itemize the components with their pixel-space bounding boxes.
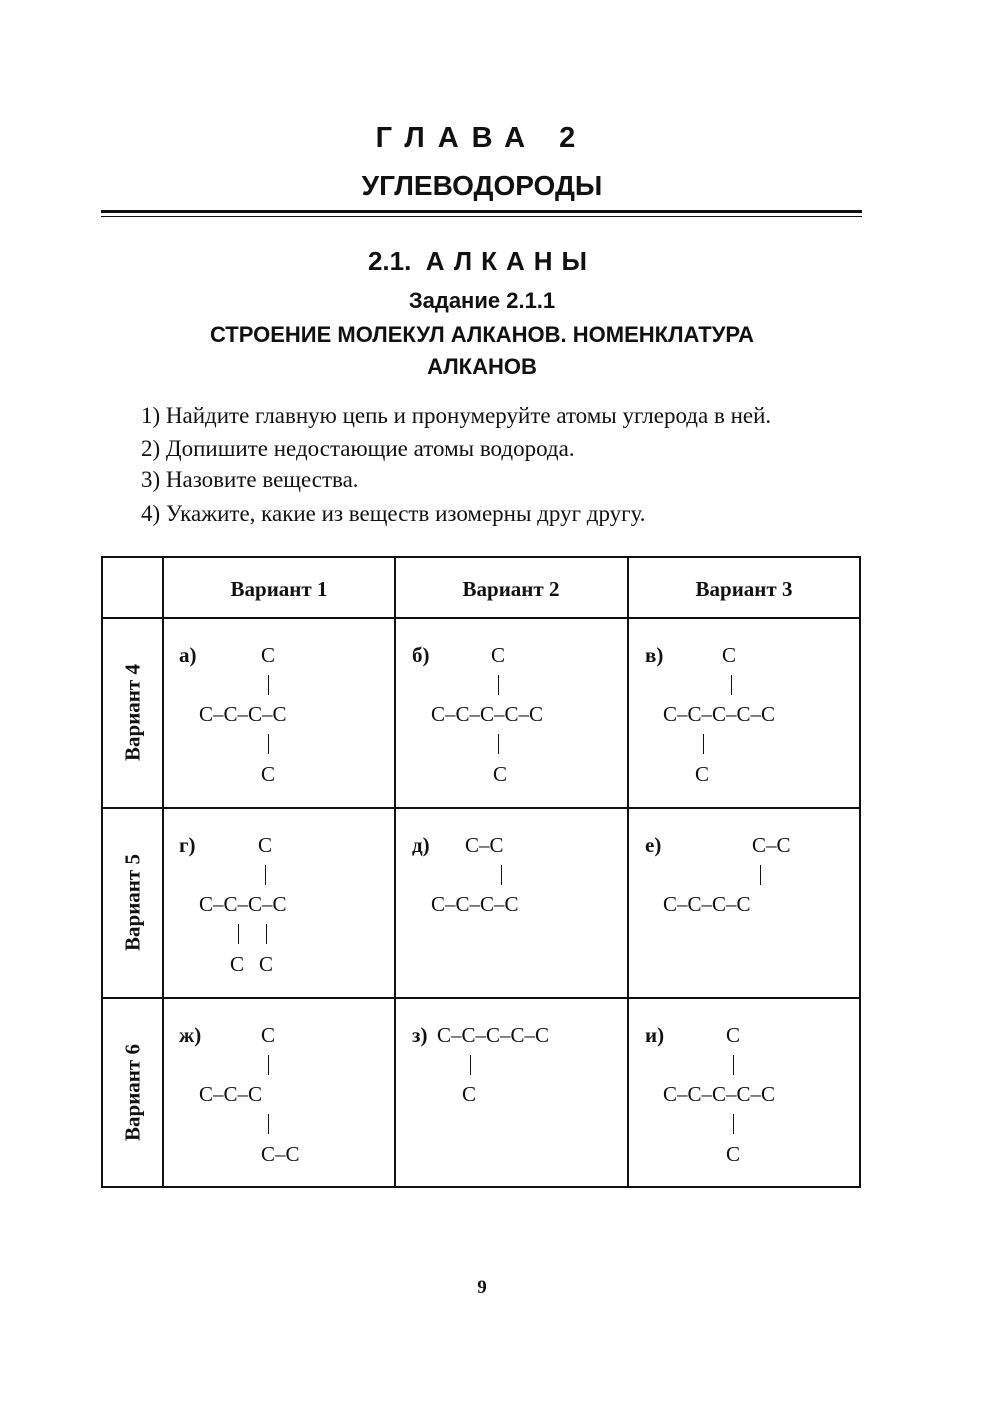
row-header-3: Вариант 6 <box>120 1044 145 1141</box>
formula-atom: C <box>722 643 737 667</box>
row-header-1: Вариант 4 <box>120 664 145 761</box>
formula-atom: C <box>258 833 273 857</box>
column-header-2: Вариант 2 <box>462 577 560 601</box>
column-header-3: Вариант 3 <box>695 577 793 601</box>
instruction-4: 4) Укажите, какие из веществ изомерны друг другу. <box>141 501 646 526</box>
formula-chain: C–C–C–C–C <box>437 1023 550 1047</box>
formula-label: г) <box>179 833 196 857</box>
formula-branch: C–C <box>261 1142 300 1166</box>
formula-bond <box>760 865 761 885</box>
formula-atom: C <box>462 1082 477 1106</box>
table-row-line <box>101 617 861 619</box>
formula-atom: C <box>261 1023 276 1047</box>
formula-atom: C <box>259 952 274 976</box>
instruction-3: 3) Назовите вещества. <box>141 467 359 492</box>
formula-bond <box>501 865 502 885</box>
formula-chain: C–C–C–C <box>663 892 751 916</box>
section-name: АЛКАНЫ <box>425 246 597 276</box>
formula-bond <box>238 924 239 944</box>
formula-atom: C <box>726 1023 741 1047</box>
formula-bond <box>268 1055 269 1075</box>
column-header-1: Вариант 1 <box>230 577 328 601</box>
formula-bond <box>498 734 499 754</box>
formula-chain: C–C–C–C <box>199 702 287 726</box>
formula-chain: C–C–C–C <box>431 892 519 916</box>
formula-atom: C <box>726 1142 741 1166</box>
formula-label: в) <box>645 643 664 667</box>
formula-label: ж) <box>179 1023 202 1047</box>
formula-bond <box>266 924 267 944</box>
title-rule-thin <box>101 216 862 217</box>
formula-chain: C–C–C–C–C <box>663 1082 776 1106</box>
formula-label: д) <box>412 833 430 857</box>
formula-chain: C–C–C–C <box>199 892 287 916</box>
formula-bond <box>268 675 269 695</box>
formula-bond <box>733 1055 734 1075</box>
formula-atom: C <box>695 762 710 786</box>
chapter-label: ГЛАВА 2 <box>375 122 589 154</box>
chapter-title: УГЛЕВОДОРОДЫ <box>361 170 603 201</box>
table-row-line <box>101 807 861 809</box>
formula-bond <box>268 734 269 754</box>
formula-atom: C <box>261 762 276 786</box>
title-rule-thick <box>101 210 862 213</box>
table-border-top <box>101 556 861 558</box>
task-title-line1: СТРОЕНИЕ МОЛЕКУЛ АЛКАНОВ. НОМЕНКЛАТУРА <box>209 322 755 347</box>
table-col-line <box>627 556 629 1188</box>
formula-label: а) <box>179 643 197 667</box>
formula-bond <box>268 1114 269 1134</box>
formula-label: з) <box>412 1023 428 1047</box>
formula-chain: C–C–C–C–C <box>431 702 544 726</box>
table-border-right <box>859 556 861 1188</box>
row-header-2: Вариант 5 <box>120 854 145 951</box>
instruction-1: 1) Найдите главную цепь и пронумеруйте атомы углерода в ней. <box>141 403 772 428</box>
formula-label: б) <box>412 643 430 667</box>
task-title-line2: АЛКАНОВ <box>427 354 537 379</box>
task-number: Задание 2.1.1 <box>408 288 556 313</box>
section-number: 2.1. <box>367 246 412 276</box>
formula-atom: C <box>230 952 245 976</box>
formula-bond <box>498 675 499 695</box>
page-number: 9 <box>477 1277 487 1298</box>
formula-branch: C–C <box>752 833 791 857</box>
table-border-bottom <box>101 1186 861 1188</box>
table-col-line <box>162 556 164 1188</box>
instruction-2: 2) Допишите недостающие атомы водорода. <box>141 436 575 461</box>
table-col-line <box>394 556 396 1188</box>
formula-atom: C <box>493 762 508 786</box>
formula-bond <box>703 734 704 754</box>
formula-chain: C–C–C <box>199 1082 263 1106</box>
formula-bond <box>731 675 732 695</box>
formula-bond <box>470 1055 471 1075</box>
formula-label: и) <box>645 1023 665 1047</box>
table-row-line <box>101 997 861 999</box>
formula-chain: C–C–C–C–C <box>663 702 776 726</box>
formula-bond <box>733 1114 734 1134</box>
formula-bond <box>265 865 266 885</box>
formula-atom: C <box>491 643 506 667</box>
section-title <box>0 246 964 277</box>
formula-label: е) <box>645 833 662 857</box>
formula-atom: C <box>261 643 276 667</box>
table-border-left <box>101 556 103 1188</box>
formula-branch: C–C <box>465 833 504 857</box>
